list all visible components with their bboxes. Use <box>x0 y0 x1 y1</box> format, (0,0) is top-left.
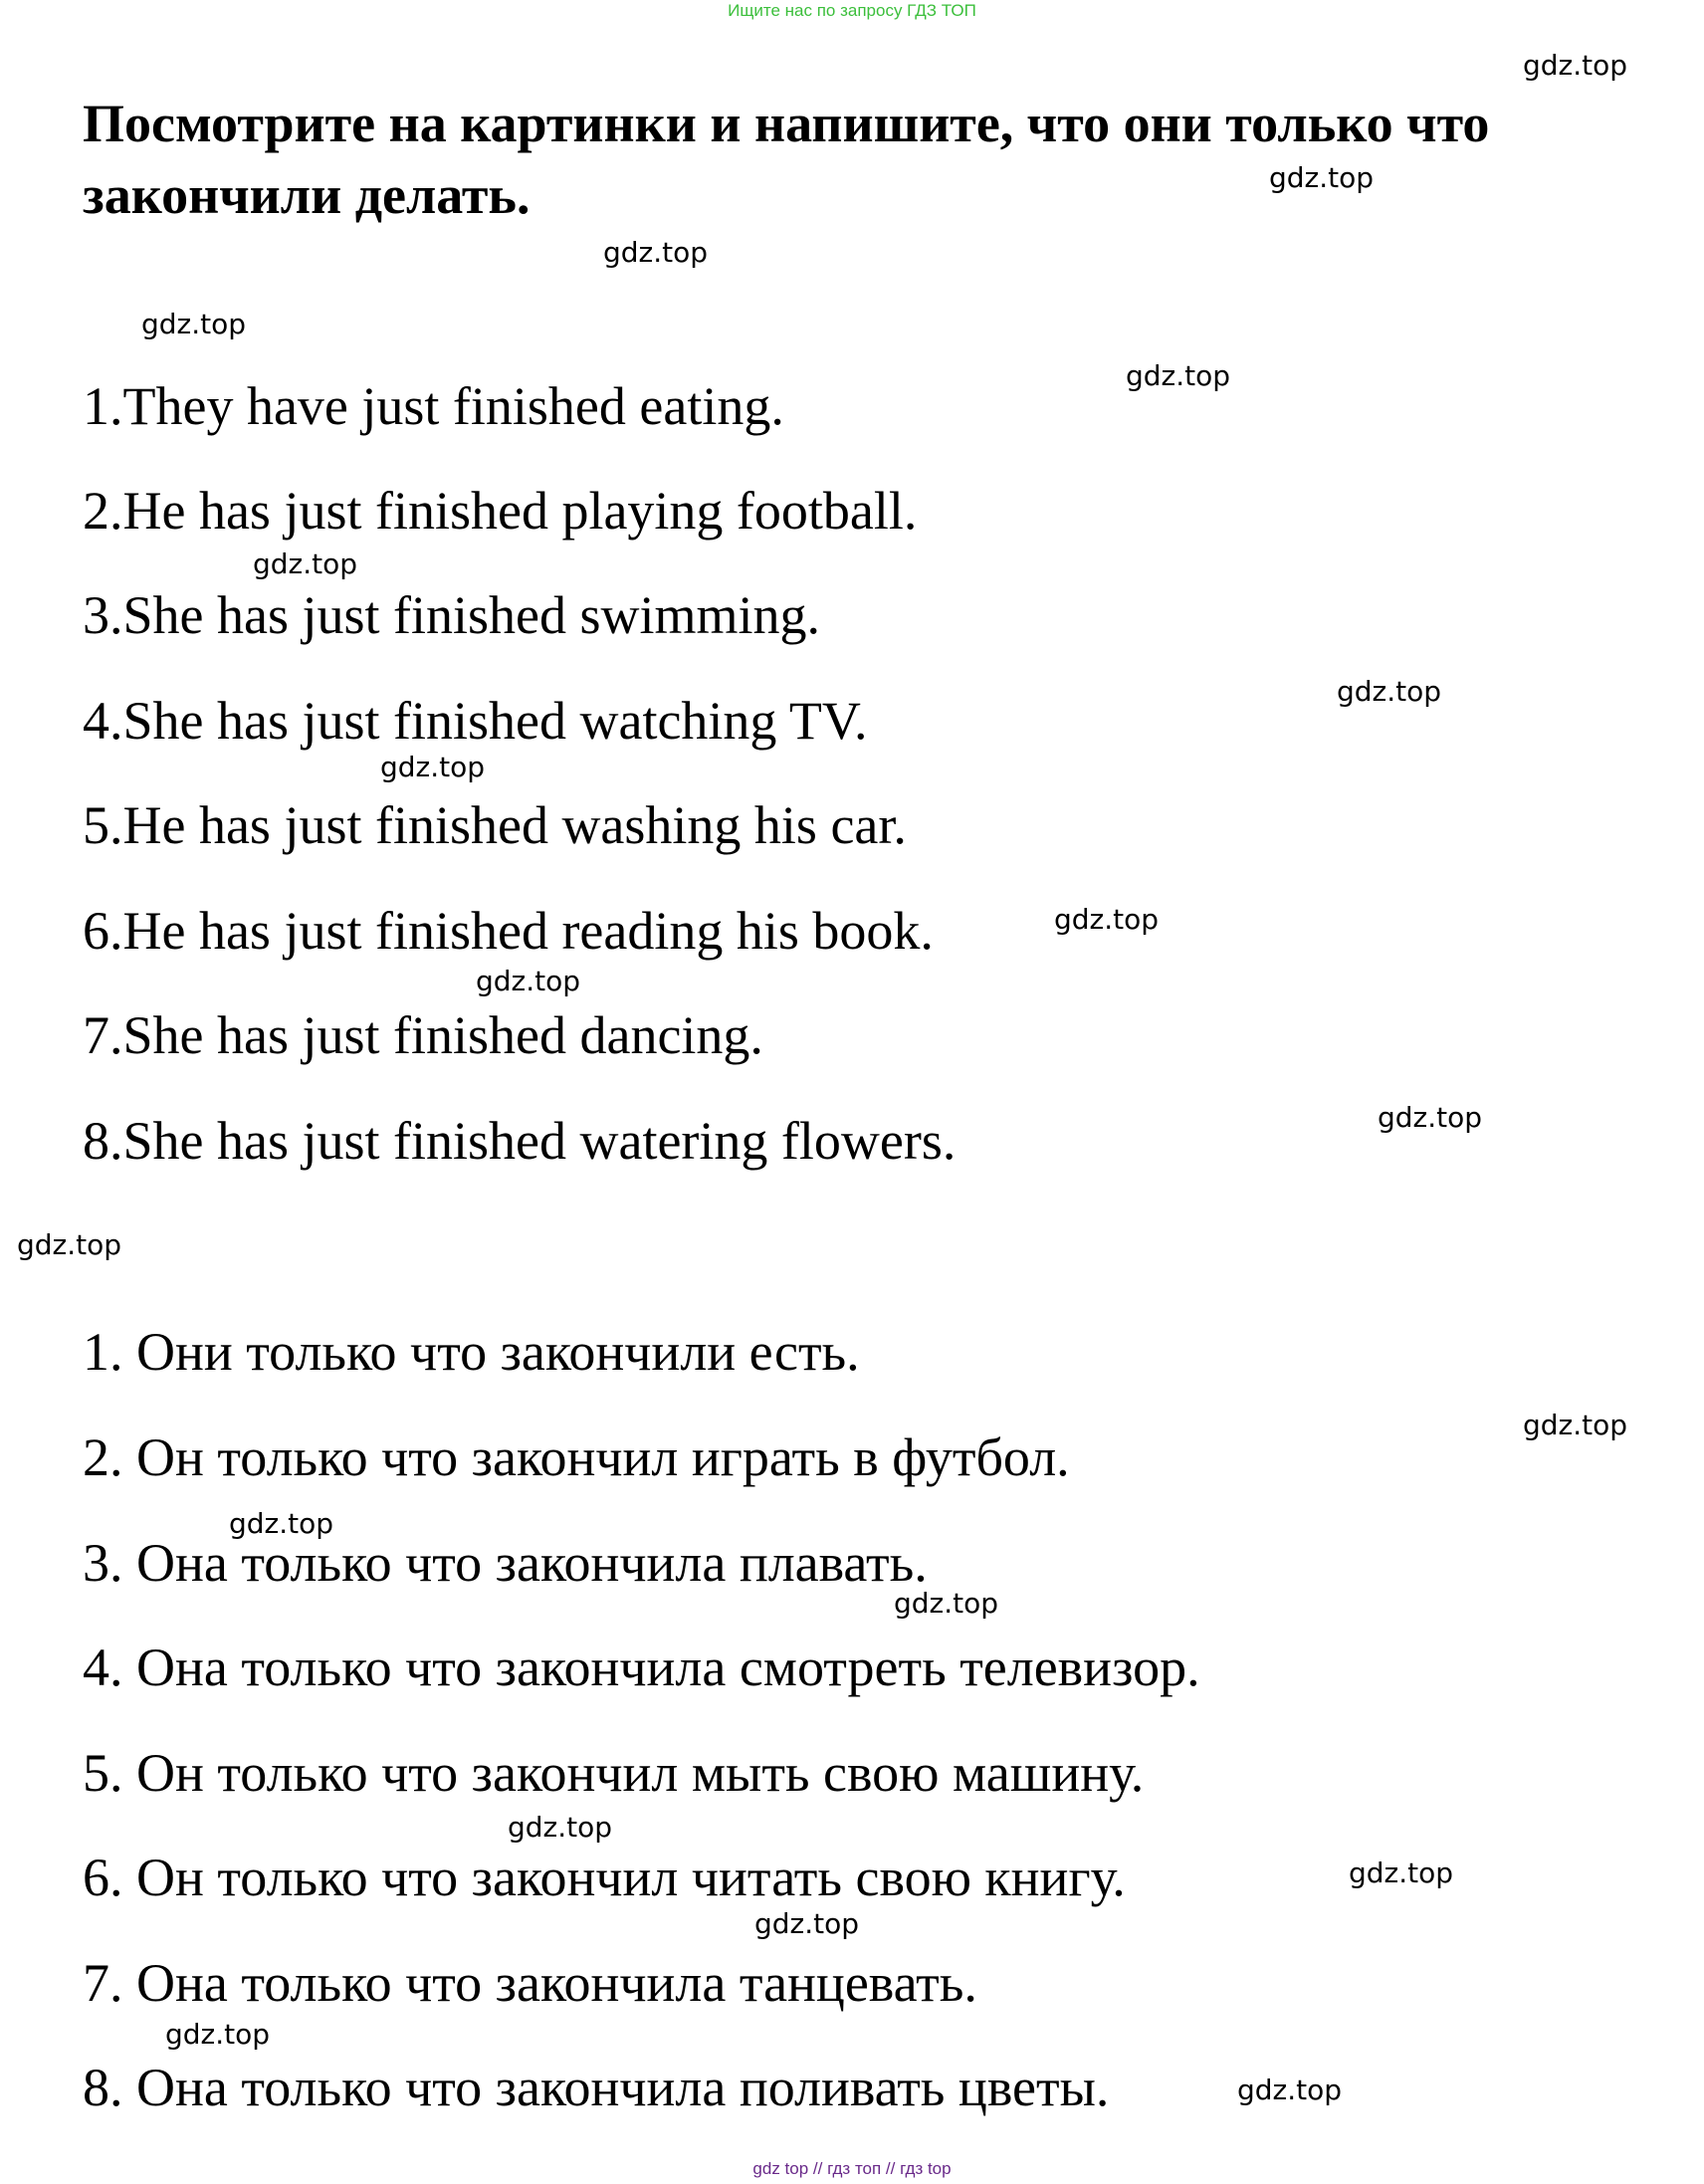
english-answer-6: 6.He has just finished reading his book. <box>83 901 934 961</box>
watermark: gdz.top <box>253 547 358 580</box>
russian-answer-6: 6. Он только что закончил читать свою книгу. <box>83 1848 1126 1907</box>
watermark: gdz.top <box>1378 1101 1483 1134</box>
watermark: gdz.top <box>1269 161 1375 194</box>
english-answer-3: 3.She has just finished swimming. <box>83 585 820 645</box>
russian-answer-5: 5. Он только что закончил мыть свою машину. <box>83 1743 1145 1803</box>
watermark: gdz.top <box>17 1228 122 1261</box>
watermark: gdz.top <box>1349 1856 1454 1889</box>
russian-answer-1: 1. Они только что закончили есть. <box>83 1322 860 1382</box>
english-answer-8: 8.She has just finished watering flowers. <box>83 1111 957 1171</box>
russian-answer-3: 3. Она только что закончила плавать. <box>83 1533 928 1593</box>
watermark: gdz.top <box>508 1811 613 1844</box>
watermark: gdz.top <box>165 2018 271 2051</box>
watermark: gdz.top <box>229 1507 334 1540</box>
watermark: gdz.top <box>1237 2074 1343 2106</box>
watermark: gdz.top <box>1337 675 1442 708</box>
russian-answer-4: 4. Она только что закончила смотреть телевизор. <box>83 1638 1200 1697</box>
watermark: gdz.top <box>1523 49 1628 82</box>
english-answer-5: 5.He has just finished washing his car. <box>83 795 907 855</box>
watermark: gdz.top <box>1054 903 1160 936</box>
page-title: Посмотрите на картинки и напишите, что они только что закончили делать. <box>83 94 1490 225</box>
watermark: gdz.top <box>141 308 247 340</box>
english-answer-4: 4.She has just finished watching TV. <box>83 691 868 751</box>
watermark: gdz.top <box>894 1587 999 1620</box>
watermark: gdz.top <box>1523 1409 1628 1441</box>
watermark: gdz.top <box>603 236 709 269</box>
english-answer-1: 1.They have just finished eating. <box>83 376 784 436</box>
russian-answer-8: 8. Она только что закончила поливать цветы. <box>83 2058 1110 2117</box>
russian-answer-7: 7. Она только что закончила танцевать. <box>83 1953 977 2013</box>
watermark: gdz.top <box>380 751 486 783</box>
footer-links: gdz top // гдз топ // гдз top <box>752 2159 952 2178</box>
english-answer-2: 2.He has just finished playing football. <box>83 481 918 541</box>
watermark: gdz.top <box>754 1907 860 1940</box>
search-banner: Ищите нас по запросу ГДЗ ТОП <box>728 1 976 20</box>
russian-answer-2: 2. Он только что закончил играть в футбол. <box>83 1427 1070 1487</box>
watermark: gdz.top <box>476 965 581 997</box>
english-answer-7: 7.She has just finished dancing. <box>83 1005 763 1065</box>
watermark: gdz.top <box>1126 359 1231 392</box>
